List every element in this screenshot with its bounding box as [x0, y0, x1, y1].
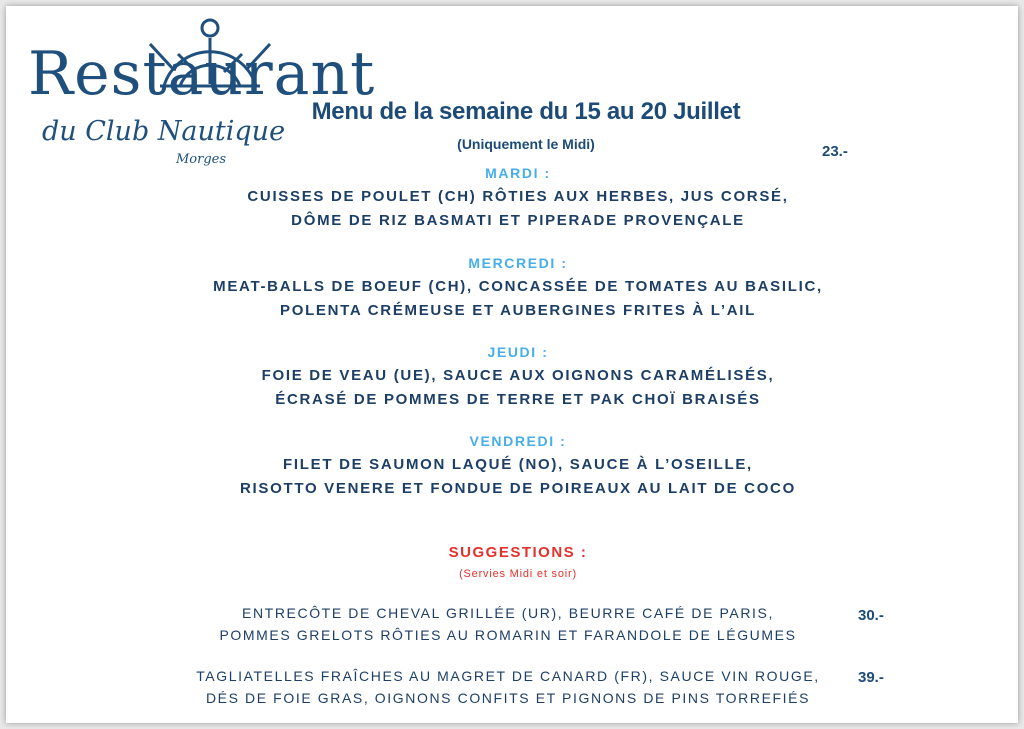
- dish-line: RISOTTO VENERE ET FONDUE DE POIREAUX AU LAIT DE COCO: [240, 480, 796, 497]
- suggestions-subheading: (Servies Midi et soir): [459, 568, 577, 580]
- dish-jeudi: [186, 364, 850, 412]
- dish-line: TAGLIATELLES FRAÎCHES AU MAGRET DE CANARD (FR), SAUCE VIN ROUGE,: [196, 668, 820, 684]
- suggestion-price: 30.-: [858, 607, 884, 624]
- restaurant-logo: [24, 14, 376, 179]
- dish-line: CUISSES DE POULET (CH) RÔTIES AUX HERBES, JUS CORSÉ,: [247, 188, 789, 205]
- suggestion-item: [176, 665, 840, 709]
- suggestion-price: 39.-: [858, 669, 884, 686]
- day-label-jeudi: JEUDI :: [487, 344, 549, 360]
- day-label-vendredi: VENDREDI :: [469, 433, 567, 449]
- menu-page: [6, 6, 1018, 723]
- dish-line: FILET DE SAUMON LAQUÉ (NO), SAUCE À L’OSEILLE,: [283, 456, 753, 473]
- dish-line: ENTRECÔTE DE CHEVAL GRILLÉE (UR), BEURRE CAFÉ DE PARIS,: [242, 605, 774, 621]
- dish-line: POMMES GRELOTS RÔTIES AU ROMARIN ET FARANDOLE DE LÉGUMES: [219, 627, 797, 643]
- day-label-mardi: MARDI :: [485, 165, 551, 181]
- dish-mardi: [186, 185, 850, 233]
- dish-line: MEAT-BALLS DE BOEUF (CH), CONCASSÉE DE TOMATES AU BASILIC,: [213, 278, 823, 295]
- lunch-price: 23.-: [822, 143, 848, 160]
- dish-mercredi: [186, 275, 850, 323]
- logo-line-town: Morges: [176, 152, 227, 167]
- logo-line-restaurant: Restaurant: [28, 39, 376, 109]
- suggestions-heading: SUGGESTIONS :: [448, 544, 588, 561]
- logo-line-club: du Club Nautique: [42, 116, 286, 147]
- dish-line: FOIE DE VEAU (UE), SAUCE AUX OIGNONS CARAMÉLISÉS,: [261, 367, 775, 384]
- menu-subtitle: (Uniquement le Midi): [457, 136, 595, 152]
- suggestion-item: [176, 602, 840, 646]
- dish-line: POLENTA CRÉMEUSE ET AUBERGINES FRITES À L’AIL: [280, 302, 756, 319]
- dish-line: DÉS DE FOIE GRAS, OIGNONS CONFITS ET PIGNONS DE PINS TORREFIÉS: [205, 690, 811, 706]
- menu-title: Menu de la semaine du 15 au 20 Juillet: [311, 98, 741, 125]
- dish-vendredi: [186, 453, 850, 501]
- dish-line: DÔME DE RIZ BASMATI ET PIPERADE PROVENÇALE: [291, 212, 745, 229]
- day-label-mercredi: MERCREDI :: [468, 255, 568, 271]
- dish-line: ÉCRASÉ DE POMMES DE TERRE ET PAK CHOÏ BRAISÉS: [275, 391, 761, 408]
